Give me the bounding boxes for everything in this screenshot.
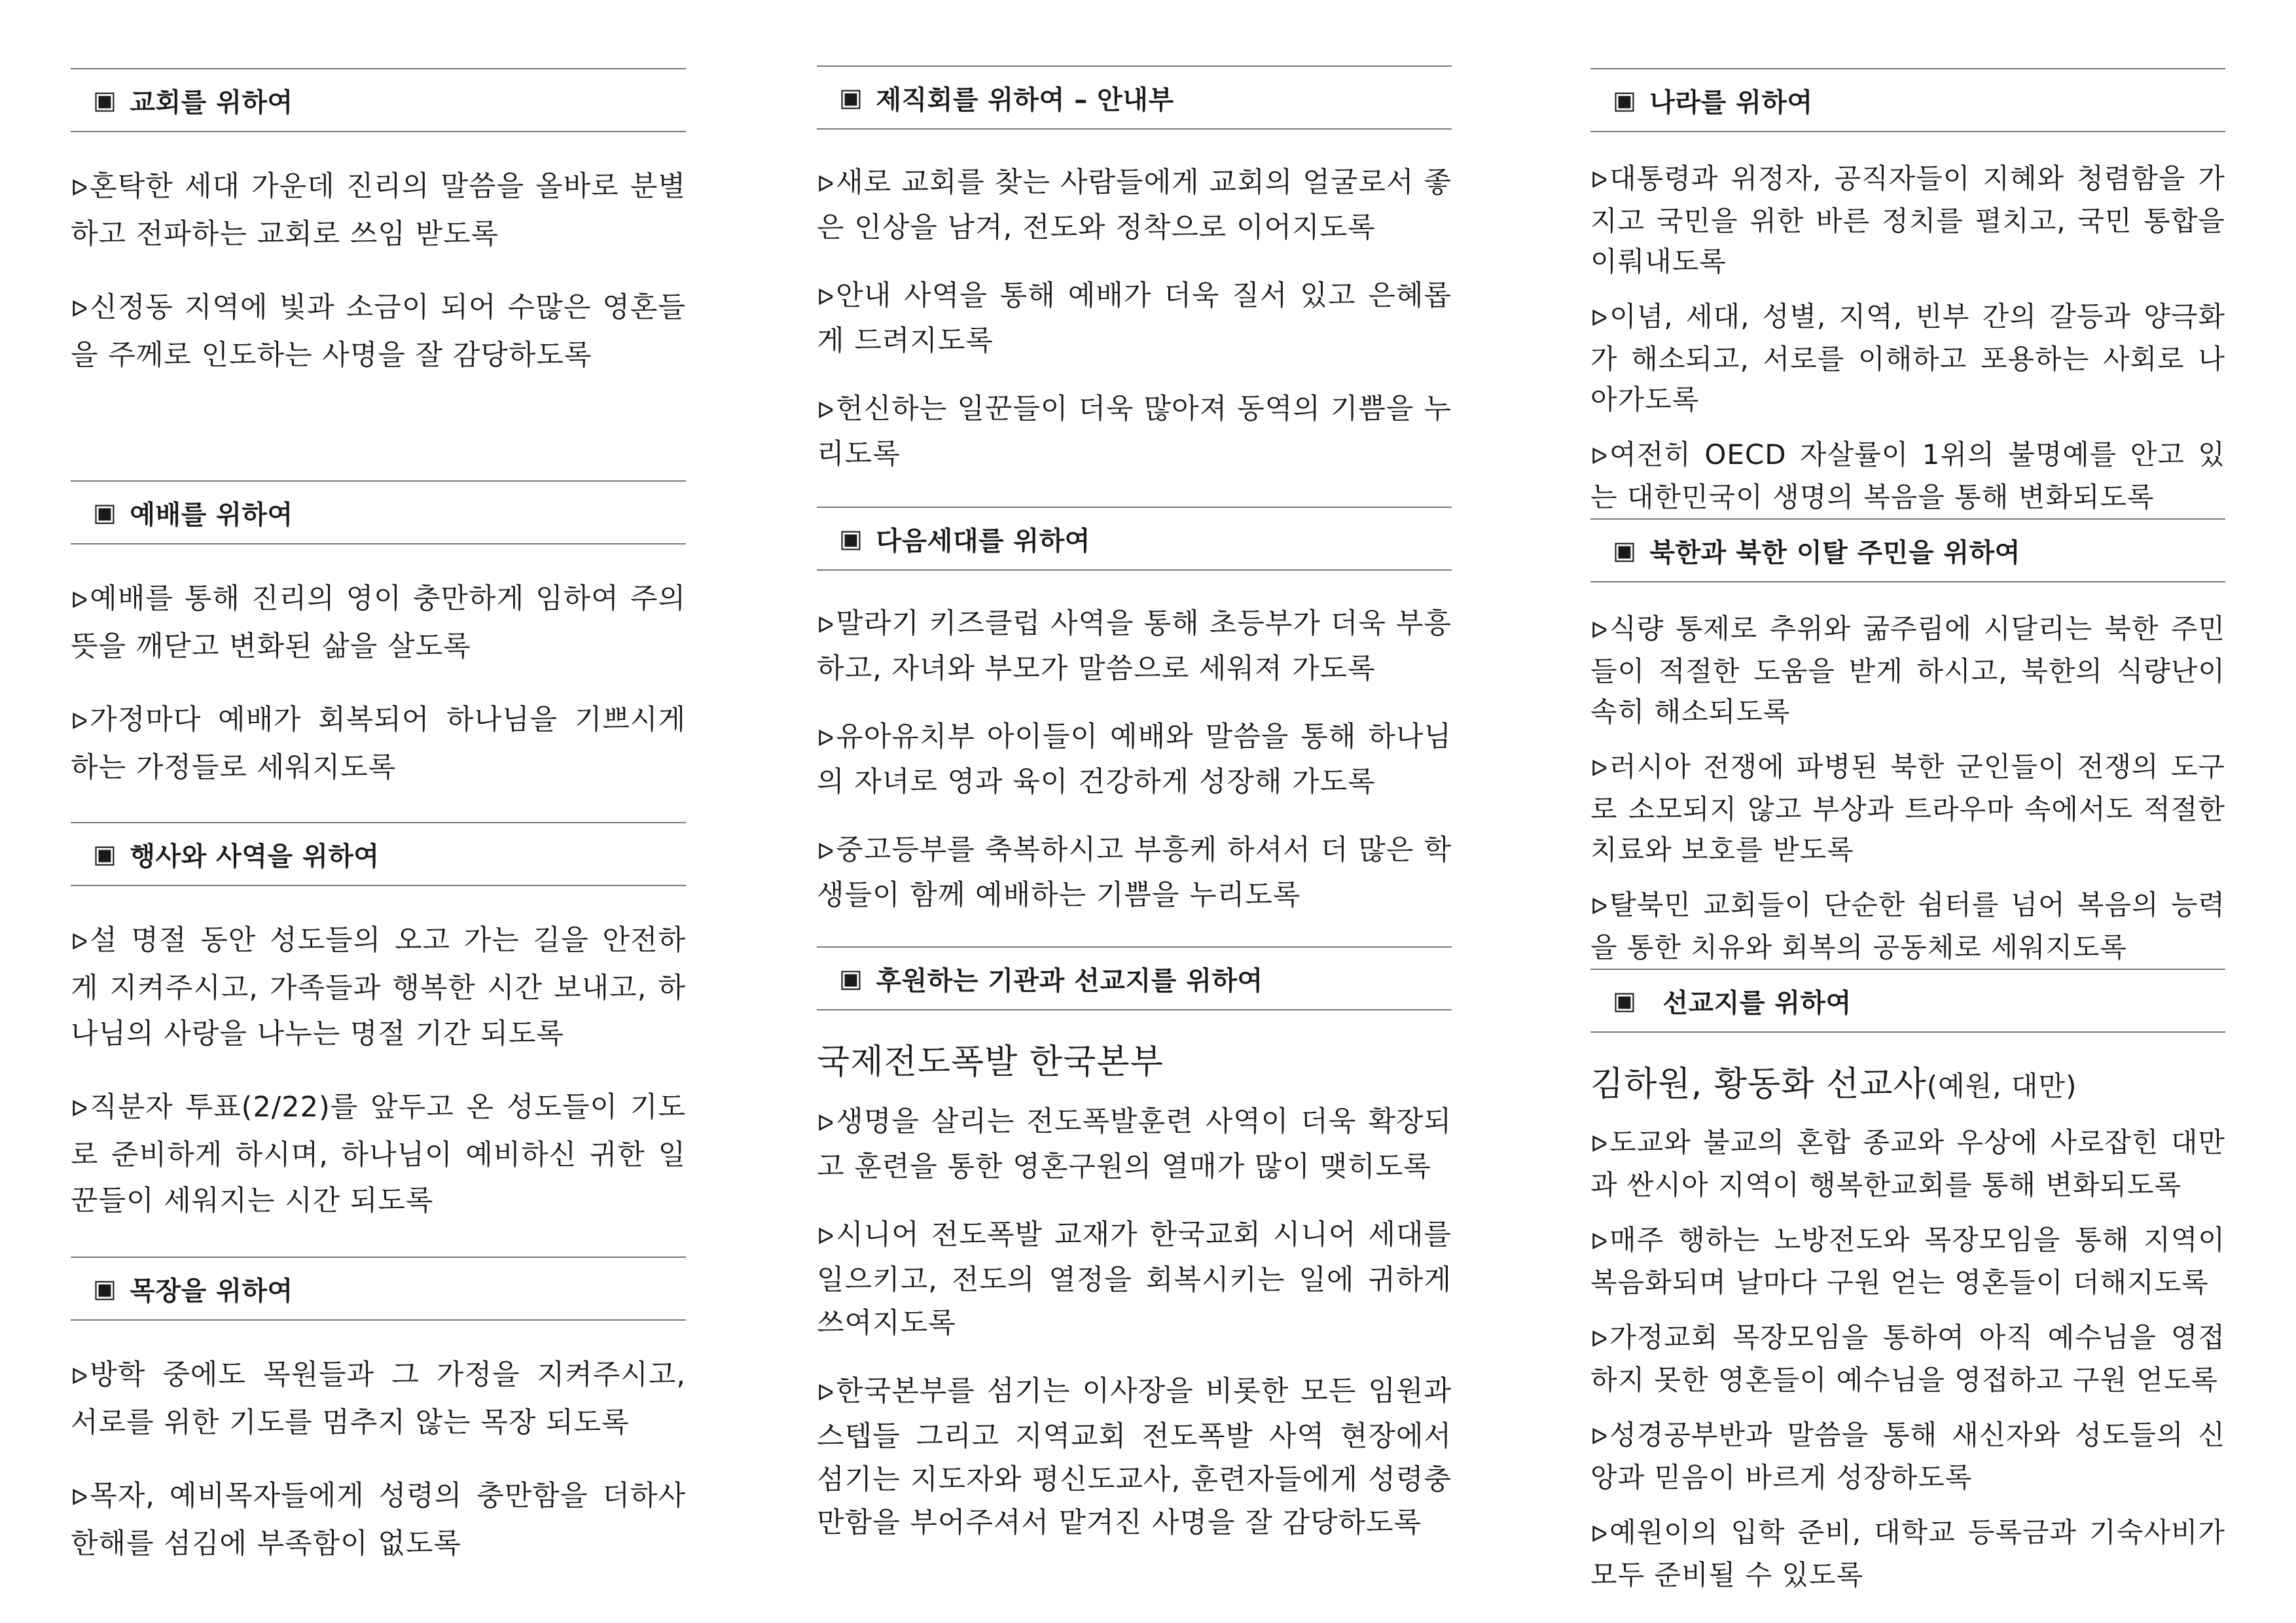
prayer-item: ᐅ매주 행하는 노방전도와 목장모임을 통해 지역이 복음화되며 날마다 구원 얻는 영혼들이 더해지도록	[1590, 1224, 2225, 1298]
prayer-item: ᐅ성경공부반과 말씀을 통해 새신자와 성도들의 신앙과 믿음이 바르게 성장하도록	[1590, 1419, 2225, 1493]
section-header	[1590, 969, 2225, 1033]
section-next-generation	[817, 507, 1452, 942]
triangle-bullet-icon: ᐅ	[71, 175, 89, 202]
section-supported-missions	[817, 946, 1452, 1569]
triangle-bullet-icon: ᐅ	[71, 1096, 89, 1122]
prayer-item: ᐅ러시아 전쟁에 파병된 북한 군인들이 전쟁의 도구로 소모되지 않고 부상과 트라우마 속에서도 적절한 치료와 보호를 받도록	[1590, 751, 2225, 866]
section-north-korea	[1590, 518, 2225, 982]
section-header	[71, 1257, 686, 1321]
section-header	[71, 68, 686, 132]
prayer-item: ᐅ방학 중에도 목원들과 그 가정을 지켜주시고, 서로를 위한 기도를 멈추지 않는 목장 되도록	[71, 1359, 686, 1439]
section-events	[71, 822, 686, 1251]
prayer-list	[1590, 582, 2225, 968]
section-worship	[71, 480, 686, 818]
triangle-bullet-icon: ᐅ	[71, 588, 89, 614]
section-title: 행사와 사역을 위하여	[130, 841, 380, 872]
prayer-item: ᐅ유아유치부 아이들이 예배와 말씀을 통해 하나님의 자녀로 영과 육이 건강하게 성장해 가도록	[817, 721, 1452, 798]
prayer-item: ᐅ대통령과 위정자, 공직자들이 지혜와 청렴함을 가지고 국민을 위한 바른 정치를 펼치고, 국민 통합을 이뤄내도록	[1590, 162, 2225, 277]
section-title: 목장을 위하여	[130, 1275, 293, 1306]
section-header	[71, 480, 686, 544]
prayer-list	[1590, 1122, 2225, 1596]
triangle-bullet-icon: ᐅ	[1590, 1229, 1609, 1255]
square-marker-icon: ▣	[839, 83, 863, 112]
triangle-bullet-icon: ᐅ	[1590, 444, 1609, 470]
section-header	[817, 507, 1452, 571]
square-marker-icon: ▣	[1613, 86, 1637, 115]
triangle-bullet-icon: ᐅ	[1590, 756, 1609, 782]
square-marker-icon: ▣	[1613, 986, 1637, 1015]
triangle-bullet-icon: ᐅ	[71, 296, 89, 323]
triangle-bullet-icon: ᐅ	[71, 1485, 89, 1511]
triangle-bullet-icon: ᐅ	[817, 613, 835, 639]
prayer-list	[817, 130, 1452, 476]
section-title: 선교지를 위하여	[1662, 988, 1852, 1018]
prayer-list	[71, 886, 686, 1224]
prayer-item: ᐅ직분자 투표(2/22)를 앞두고 온 성도들이 기도로 준비하게 하시며, 하나님이 예비하신 귀한 일꾼들이 세워지는 시간 되도록	[71, 1091, 686, 1217]
triangle-bullet-icon: ᐅ	[817, 171, 835, 198]
prayer-item: ᐅ예원이의 입학 준비, 대학교 등록금과 기숙사비가 모두 준비될 수 있도록	[1590, 1516, 2225, 1591]
prayer-item: ᐅ혼탁한 세대 가운데 진리의 말씀을 올바로 분별하고 전파하는 교회로 쓰임 받도록	[71, 170, 686, 251]
square-marker-icon: ▣	[93, 1274, 117, 1303]
square-marker-icon: ▣	[839, 524, 863, 553]
section-mission-field	[1590, 969, 2225, 1610]
prayer-item: ᐅ예배를 통해 진리의 영이 충만하게 임하여 주의 뜻을 깨닫고 변화된 삶을 살도록	[71, 582, 686, 663]
square-marker-icon: ▣	[93, 86, 117, 115]
triangle-bullet-icon: ᐅ	[1590, 1522, 1609, 1548]
prayer-item: ᐅ안내 사역을 통해 예배가 더욱 질서 있고 은혜롭게 드려지도록	[817, 279, 1452, 357]
prayer-item: ᐅ식량 통제로 추위와 굶주림에 시달리는 북한 주민들이 적절한 도움을 받게 하시고, 북한의 식량난이 속히 해소되도록	[1590, 613, 2225, 728]
square-marker-icon: ▣	[93, 498, 117, 527]
section-title: 다음세대를 위하여	[876, 526, 1090, 556]
prayer-item: ᐅ이념, 세대, 성별, 지역, 빈부 간의 갈등과 양극화가 해소되고, 서로를 이해하고 포용하는 사회로 나아가도록	[1590, 300, 2225, 416]
section-title: 나라를 위하여	[1649, 87, 1813, 118]
triangle-bullet-icon: ᐅ	[1590, 1424, 1609, 1450]
square-marker-icon: ▣	[1613, 536, 1637, 565]
triangle-bullet-icon: ᐅ	[71, 1364, 89, 1390]
triangle-bullet-icon: ᐅ	[1590, 306, 1609, 332]
prayer-item: ᐅ목자, 예비목자들에게 성령의 충만함을 더하사 한해를 섬김에 부족함이 없도록	[71, 1480, 686, 1560]
triangle-bullet-icon: ᐅ	[1590, 894, 1609, 920]
section-church	[71, 68, 686, 406]
section-header	[71, 822, 686, 886]
prayer-item: ᐅ새로 교회를 찾는 사람들에게 교회의 얼굴로서 좋은 인상을 남겨, 전도와 정착으로 이어지도록	[817, 166, 1452, 244]
section-title: 북한과 북한 이탈 주민을 위하여	[1649, 537, 2020, 568]
section-title: 제직회를 위하여 – 안내부	[876, 84, 1174, 115]
triangle-bullet-icon: ᐅ	[817, 1380, 835, 1406]
section-title: 후원하는 기관과 선교지를 위하여	[876, 965, 1263, 996]
prayer-item: ᐅ헌신하는 일꾼들이 더욱 많아져 동역의 기쁨을 누리도록	[817, 393, 1452, 471]
triangle-bullet-icon: ᐅ	[71, 929, 89, 955]
organization-name: 국제전도폭발 한국본부	[817, 1043, 1164, 1082]
square-marker-icon: ▣	[93, 840, 117, 868]
triangle-bullet-icon: ᐅ	[817, 285, 835, 311]
missionary-name: 김하원, 황동화 선교사(예원, 대만)	[1590, 1065, 2077, 1104]
prayer-item: ᐅ신정동 지역에 빛과 소금이 되어 수많은 영혼들을 주께로 인도하는 사명을 잘 감당하도록	[71, 291, 686, 372]
prayer-item: ᐅ한국본부를 섬기는 이사장을 비롯한 모든 임원과 스텝들 그리고 지역교회 전도폭발 사역 현장에서 섬기는 지도자와 평신도교사, 훈련자들에게 성령충만함을 부어주셔서 맡겨진 사명을 잘 감당하도록	[817, 1375, 1452, 1539]
triangle-bullet-icon: ᐅ	[817, 726, 835, 752]
triangle-bullet-icon: ᐅ	[1590, 618, 1609, 644]
section-header	[817, 946, 1452, 1010]
triangle-bullet-icon: ᐅ	[71, 709, 89, 735]
prayer-item: ᐅ말라기 키즈클럽 사역을 통해 초등부가 더욱 부흥하고, 자녀와 부모가 말씀으로 세워져 가도록	[817, 607, 1452, 685]
triangle-bullet-icon: ᐅ	[817, 398, 835, 424]
triangle-bullet-icon: ᐅ	[1590, 1327, 1609, 1353]
square-marker-icon: ▣	[839, 964, 863, 993]
prayer-item: ᐅ도교와 불교의 혼합 종교와 우상에 사로잡힌 대만과 싼시아 지역이 행복한교회를 통해 변화되도록	[1590, 1126, 2225, 1201]
triangle-bullet-icon: ᐅ	[817, 1111, 835, 1137]
prayer-list	[71, 1321, 686, 1567]
section-header	[817, 65, 1452, 130]
missionary-family: (예원, 대만)	[1926, 1070, 2077, 1102]
section-title: 교회를 위하여	[130, 87, 293, 118]
prayer-item: ᐅ중고등부를 축복하시고 부흥케 하셔서 더 많은 학생들이 함께 예배하는 기쁨을 누리도록	[817, 834, 1452, 912]
triangle-bullet-icon: ᐅ	[1590, 168, 1609, 194]
prayer-item: ᐅ여전히 OECD 자살률이 1위의 불명예를 안고 있는 대한민국이 생명의 복음을 통해 변화되도록	[1590, 438, 2225, 513]
triangle-bullet-icon: ᐅ	[817, 839, 835, 865]
prayer-list	[71, 132, 686, 378]
prayer-item: ᐅ시니어 전도폭발 교재가 한국교회 시니어 세대를 일으키고, 전도의 열정을 회복시키는 일에 귀하게 쓰여지도록	[817, 1219, 1452, 1340]
prayer-item: ᐅ가정마다 예배가 회복되어 하나님을 기쁘시게 하는 가정들로 세워지도록	[71, 704, 686, 784]
prayer-item: ᐅ생명을 살리는 전도폭발훈련 사역이 더욱 확장되고 훈련을 통한 영혼구원의 열매가 많이 맺히도록	[817, 1105, 1452, 1183]
section-title: 예배를 위하여	[130, 499, 293, 530]
prayer-list	[71, 544, 686, 791]
prayer-list	[817, 571, 1452, 917]
prayer-item: ᐅ탈북민 교회들이 단순한 쉼터를 넘어 복음의 능력을 통한 치유와 회복의 공동체로 세워지도록	[1590, 889, 2225, 963]
section-header	[1590, 518, 2225, 582]
prayer-list	[817, 1100, 1452, 1544]
section-nation	[1590, 68, 2225, 532]
section-cell-group	[71, 1257, 686, 1594]
prayer-item: ᐅ가정교회 목장모임을 통하여 아직 예수님을 영접하지 못한 영혼들이 예수님을 영접하고 구원 얻도록	[1590, 1321, 2225, 1396]
triangle-bullet-icon: ᐅ	[1590, 1132, 1609, 1158]
triangle-bullet-icon: ᐅ	[817, 1224, 835, 1250]
section-header	[1590, 68, 2225, 132]
prayer-list	[1590, 132, 2225, 518]
prayer-item: ᐅ설 명절 동안 성도들의 오고 가는 길을 안전하게 지켜주시고, 가족들과 행복한 시간 보내고, 하나님의 사랑을 나누는 명절 기간 되도록	[71, 924, 686, 1050]
section-ushers	[817, 65, 1452, 501]
